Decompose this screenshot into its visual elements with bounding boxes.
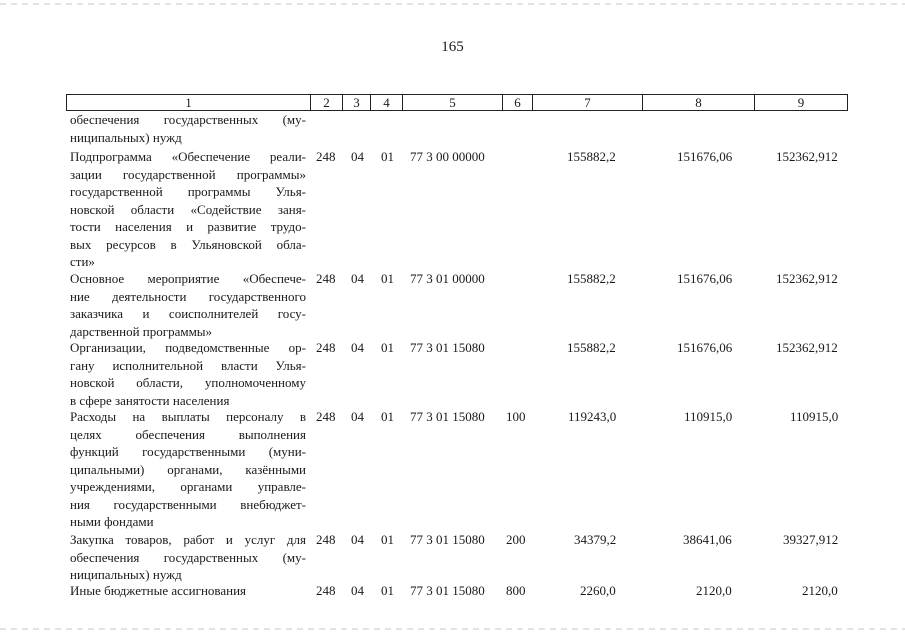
description-line: обеспечения государственных (му- [70, 549, 306, 565]
cell-col-7: 2260,0 [580, 583, 616, 598]
cell-col-4: 01 [381, 532, 394, 547]
cell-col-3: 04 [351, 149, 364, 164]
cell-col-5: 77 3 01 15080 [410, 583, 485, 598]
description-line: государственной программы Улья- [70, 184, 306, 199]
description-line: дарственной программы» [70, 323, 213, 339]
cell-col-2: 248 [316, 532, 336, 547]
cell-col-9: 110915,0 [790, 409, 839, 424]
row-description [70, 148, 306, 271]
cell-col-9: 152362,912 [776, 271, 838, 286]
cell-col-4: 01 [381, 271, 394, 286]
header-col-7: 7 [533, 95, 643, 110]
cell-col-9: 152362,912 [776, 149, 838, 164]
cell-col-7: 155882,2 [567, 340, 616, 355]
description-line: учреждениями, органами управле- [70, 479, 306, 494]
row-description [70, 339, 306, 409]
description-line: обеспечения государственных (му- [70, 112, 306, 127]
cell-col-4: 01 [381, 340, 394, 355]
cell-col-6: 800 [506, 583, 526, 598]
row-description [70, 408, 306, 531]
cell-col-4: 01 [381, 583, 394, 598]
cell-col-3: 04 [351, 340, 364, 355]
description-line: новской области, уполномоченному [70, 375, 306, 390]
header-col-9: 9 [797, 95, 805, 110]
header-col-6: 6 [503, 95, 533, 110]
cell-col-2: 248 [316, 149, 336, 164]
cell-col-5: 77 3 01 15080 [410, 532, 485, 547]
description-line: Основное мероприятие «Обеспече- [70, 271, 306, 286]
header-col-1: 1 [67, 95, 311, 110]
cell-col-7: 155882,2 [567, 271, 616, 286]
description-line: Подпрограмма «Обеспечение реали- [70, 149, 306, 164]
description-line: Закупка товаров, работ и услуг для [70, 532, 306, 547]
cell-col-5: 77 3 01 15080 [410, 409, 485, 424]
description-line: зации государственной программы» [70, 166, 306, 182]
description-line: вых ресурсов в Ульяновской обла- [70, 236, 306, 252]
header-col-4: 4 [371, 95, 403, 110]
description-line: заказчика и соисполнителей госу- [70, 306, 306, 321]
description-line: ципальными) органами, казёнными [70, 461, 306, 477]
cell-col-8: 151676,06 [677, 149, 733, 164]
cell-col-2: 248 [316, 409, 336, 424]
scan-edge-bottom [0, 628, 905, 630]
description-line: ние деятельности государственного [70, 288, 306, 304]
description-line: Организации, подведомственные ор- [70, 340, 306, 355]
table-header [66, 94, 848, 111]
description-line: сти» [70, 254, 95, 269]
cell-col-6: 100 [506, 409, 526, 424]
description-line: ниципальных) нужд [70, 129, 182, 145]
row-description [70, 270, 306, 340]
cell-col-3: 04 [351, 409, 364, 424]
description-line: ными фондами [70, 514, 154, 529]
cell-col-8: 2120,0 [696, 583, 732, 598]
description-line: новской области «Содействие заня- [70, 201, 306, 217]
cell-col-6: 200 [506, 532, 526, 547]
cell-col-9: 152362,912 [776, 340, 838, 355]
cell-col-9: 39327,912 [783, 532, 839, 547]
header-col-3: 3 [343, 95, 371, 110]
cell-col-8: 38641,06 [683, 532, 732, 547]
description-line: Расходы на выплаты персоналу в [70, 409, 306, 424]
description-line: тости населения и развитие трудо- [70, 219, 306, 234]
description-line: ния государственными внебюджет- [70, 496, 306, 512]
cell-col-2: 248 [316, 271, 336, 286]
header-col-8: 8 [643, 95, 755, 110]
cell-col-9: 2120,0 [802, 583, 838, 598]
header-col-2: 2 [311, 95, 343, 110]
cell-col-8: 151676,06 [677, 340, 733, 355]
cell-col-8: 110915,0 [684, 409, 733, 424]
cell-col-7: 34379,2 [574, 532, 617, 547]
description-line: Иные бюджетные ассигнования [70, 583, 247, 598]
description-line: целях обеспечения выполнения [70, 426, 306, 442]
description-line: ниципальных) нужд [70, 567, 182, 582]
cell-col-5: 77 3 00 00000 [410, 149, 485, 164]
cell-col-2: 248 [316, 340, 336, 355]
description-line: в сфере занятости населения [70, 392, 230, 408]
page-number: 165 [441, 39, 464, 55]
header-col-5: 5 [403, 95, 503, 110]
cell-col-5: 77 3 01 15080 [410, 340, 485, 355]
cell-col-4: 01 [381, 149, 394, 164]
cell-col-8: 151676,06 [677, 271, 733, 286]
scan-edge-top [0, 3, 905, 5]
description-line: гану исполнительной власти Улья- [70, 357, 306, 373]
row-description [70, 531, 306, 584]
cell-col-7: 119243,0 [568, 409, 617, 424]
cell-col-3: 04 [351, 532, 364, 547]
cell-col-7: 155882,2 [567, 149, 616, 164]
row-description [70, 111, 306, 146]
description-line: функций государственными (муни- [70, 444, 306, 459]
cell-col-5: 77 3 01 00000 [410, 271, 485, 286]
cell-col-4: 01 [381, 409, 394, 424]
cell-col-3: 04 [351, 271, 364, 286]
cell-col-2: 248 [316, 583, 336, 598]
cell-col-3: 04 [351, 583, 364, 598]
row-description [70, 582, 306, 600]
